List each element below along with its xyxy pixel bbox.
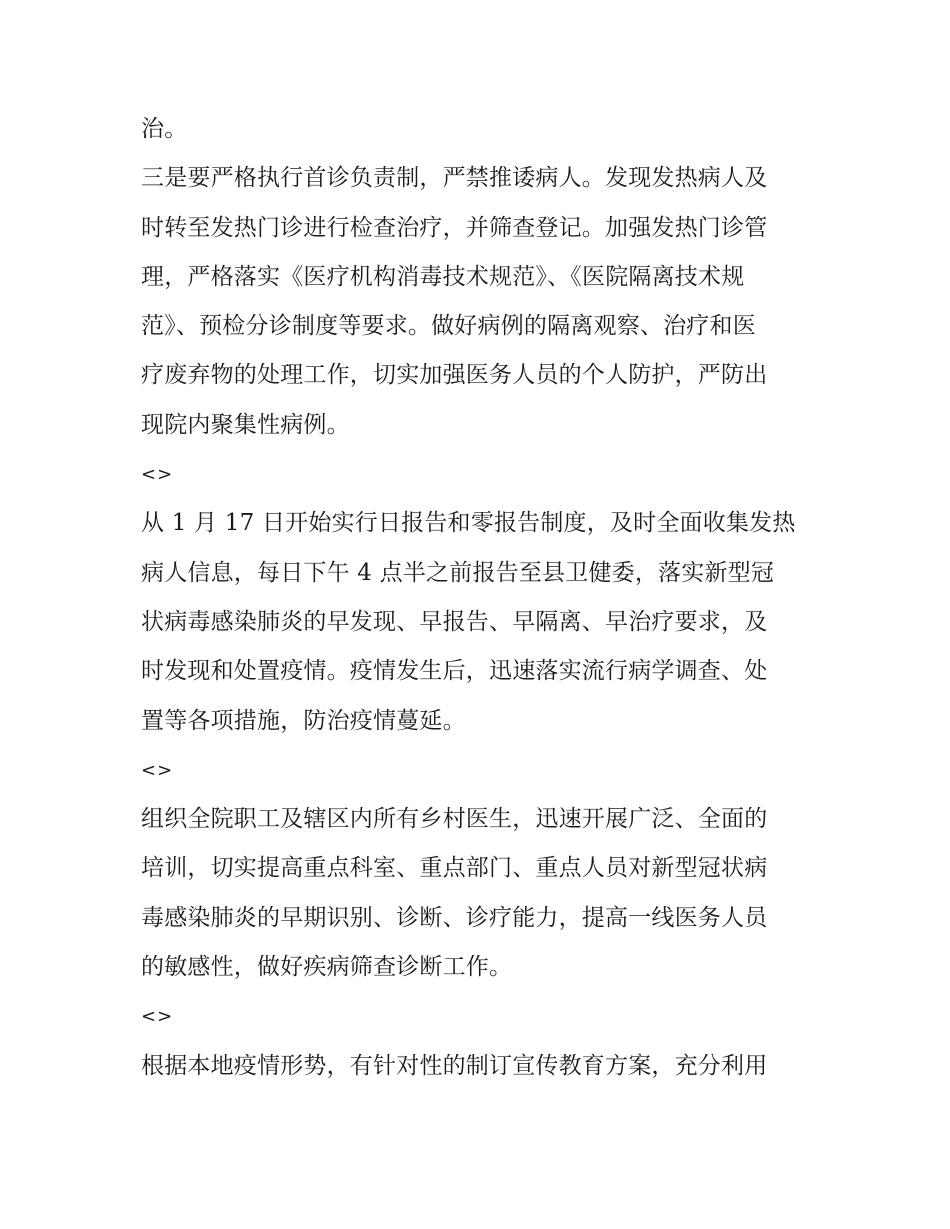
section-marker: <> [141, 759, 174, 781]
paragraph-line: 的敏感性，做好疾病筛查诊断工作。 [141, 954, 513, 981]
paragraph-line: 置等各项措施，防治疫情蔓延。 [141, 707, 466, 734]
paragraph [141, 154, 813, 450]
paragraph-line: 时转至发热门诊进行检查治疗，并筛查登记。加强发热门诊管 [141, 214, 768, 241]
paragraph-line: 时发现和处置疫情。疫情发生后，迅速落实流行病学调查、处 [141, 658, 768, 685]
paragraph-line: 理，严格落实《医疗机构消毒技术规范》、《医院隔离技术规 [141, 263, 745, 290]
paragraph [141, 105, 813, 154]
paragraph-line: 三是要严格执行首诊负责制，严禁推诿病人。发现发热病人及 [141, 165, 768, 192]
section-marker: <> [141, 1006, 174, 1028]
paragraph-line: 病人信息，每日下午 4 点半之前报告至县卫健委，落实新型冠 [141, 559, 775, 586]
paragraph-line: 组织全院职工及辖区内所有乡村医生，迅速开展广泛、全面的 [141, 806, 768, 833]
paragraph-line: 从 1 月 17 日开始实行日报告和零报告制度，及时全面收集发热 [141, 510, 796, 537]
paragraph [141, 795, 813, 992]
document-body [141, 105, 813, 1091]
paragraph-line: 现院内聚集性病例。 [141, 411, 350, 438]
paragraph-line: 根据本地疫情形势，有针对性的制订宣传教育方案，充分利用 [141, 1052, 768, 1079]
paragraph [141, 499, 813, 745]
paragraph-line: 毒感染肺炎的早期识别、诊断、诊疗能力，提高一线医务人员 [141, 904, 768, 931]
paragraph-line: 疗废弃物的处理工作，切实加强医务人员的个人防护，严防出 [141, 362, 768, 389]
section-marker: <> [141, 464, 174, 486]
paragraph [141, 1042, 813, 1091]
paragraph-line: 治。 [141, 116, 188, 142]
paragraph-line: 范》、预检分诊制度等要求。做好病例的隔离观察、治疗和医 [141, 313, 756, 340]
paragraph-line: 培训，切实提高重点科室、重点部门、重点人员对新型冠状病 [141, 855, 768, 882]
paragraph-line: 状病毒感染肺炎的早发现、早报告、早隔离、早治疗要求，及 [141, 608, 768, 635]
